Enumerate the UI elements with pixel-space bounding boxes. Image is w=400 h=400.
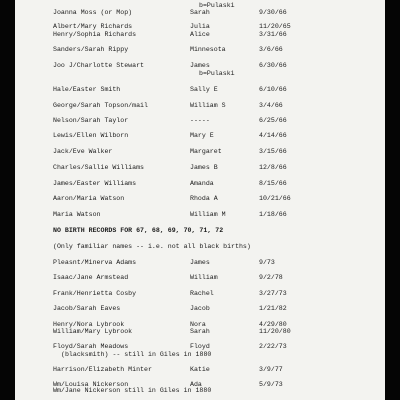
record-child: Rachel [190, 290, 214, 297]
record-date: 9/2/78 [259, 274, 283, 281]
record-date: 3/6/66 [259, 46, 283, 53]
record-child: William S [190, 102, 226, 109]
record-child: James B [190, 164, 218, 171]
record-child: Sarah [190, 328, 210, 335]
record-parents: Aaron/Maria Watson [53, 195, 125, 202]
record-date: 11/20/65 [259, 23, 291, 30]
record-date: 9/73 [259, 259, 275, 266]
record-child: Amanda [190, 180, 214, 187]
record-date: 3/4/66 [259, 102, 283, 109]
record-parents: Nelson/Sarah Taylor [53, 117, 129, 124]
record-parents: Henry/Sophia Richards [53, 31, 137, 38]
record-child: Ada [190, 381, 202, 388]
familiar-names-note: (Only familiar names -- i.e. not all black births) [53, 243, 251, 250]
record-date: 4/29/80 [259, 321, 287, 328]
record-parents: Floyd/Sarah Meadows [53, 343, 129, 350]
record-child: Sarah [190, 9, 210, 16]
record-date: 3/9/77 [259, 366, 283, 373]
document-page [15, 0, 385, 400]
record-date: 6/10/66 [259, 86, 287, 93]
record-parents: Wm/Louisa Nickerson [53, 381, 129, 388]
no-records-heading: NO BIRTH RECORDS FOR 67, 68, 69, 70, 71, 72 [53, 227, 224, 234]
record-date: 6/30/66 [259, 62, 287, 69]
record-child: Alice [190, 31, 210, 38]
record-child: Julia [190, 23, 210, 30]
record-child: Nora [190, 321, 206, 328]
nickerson-note: Wm/Jane Nickerson still in Giles in 1880 [53, 387, 212, 394]
record-parents: Henry/Nora Lybrook [53, 321, 125, 328]
record-child: Mary E [190, 132, 214, 139]
record-child: James [190, 259, 210, 266]
record-parents: Jacob/Sarah Eaves [53, 305, 121, 312]
record-parents: William/Mary Lybrook [53, 328, 133, 335]
record-parents: Pleasnt/Minerva Adams [53, 259, 137, 266]
record-child: Sally E [190, 86, 218, 93]
record-parents: James/Easter Williams [53, 180, 137, 187]
birthplace-note: b=Pulaski [199, 2, 235, 9]
record-date: 2/22/73 [259, 343, 287, 350]
record-child: James [190, 62, 210, 69]
record-date: 4/14/66 [259, 132, 287, 139]
record-date: 12/8/66 [259, 164, 287, 171]
record-date: 1/18/66 [259, 211, 287, 218]
record-child: ----- [190, 117, 210, 124]
record-parents: Sanders/Sarah Rippy [53, 46, 129, 53]
record-date: 9/30/66 [259, 9, 287, 16]
record-parents: Jack/Eve Walker [53, 148, 113, 155]
record-parents: Joo J/Charlotte Stewart [53, 62, 145, 69]
record-child: Katie [190, 366, 210, 373]
record-parents: Lewis/Ellen Wilborn [53, 132, 129, 139]
record-child: Minnesota [190, 46, 226, 53]
record-child: Margaret [190, 148, 222, 155]
record-parents: Frank/Henrietta Cosby [53, 290, 137, 297]
record-date: 6/25/66 [259, 117, 287, 124]
record-parents: Hale/Easter Smith [53, 86, 121, 93]
record-date: 1/21/82 [259, 305, 287, 312]
record-date: 8/15/66 [259, 180, 287, 187]
record-date: 3/31/66 [259, 31, 287, 38]
record-child: William M [190, 211, 226, 218]
record-date: 3/27/73 [259, 290, 287, 297]
birthplace-note: b=Pulaski [199, 70, 235, 77]
record-parents: Albert/Mary Richards [53, 23, 133, 30]
record-date: 11/20/80 [259, 328, 291, 335]
record-parents: Charles/Sallie Williams [53, 164, 145, 171]
record-parents: Harrison/Elizabeth Minter [53, 366, 152, 373]
record-parents: Joanna Moss (or Mop) [53, 9, 133, 16]
record-child: William [190, 274, 218, 281]
record-child: Floyd [190, 343, 210, 350]
record-date: 10/21/66 [259, 195, 291, 202]
record-parents: Maria Watson [53, 211, 101, 218]
record-parents: Isaac/Jane Armstead [53, 274, 129, 281]
record-child: Rhoda A [190, 195, 218, 202]
record-child: Jacob [190, 305, 210, 312]
record-parents: George/Sarah Topson/mail [53, 102, 148, 109]
meadows-note: (blacksmith) -- still in Giles in 1880 [61, 351, 212, 358]
record-date: 3/15/66 [259, 148, 287, 155]
record-date: 5/9/73 [259, 381, 283, 388]
